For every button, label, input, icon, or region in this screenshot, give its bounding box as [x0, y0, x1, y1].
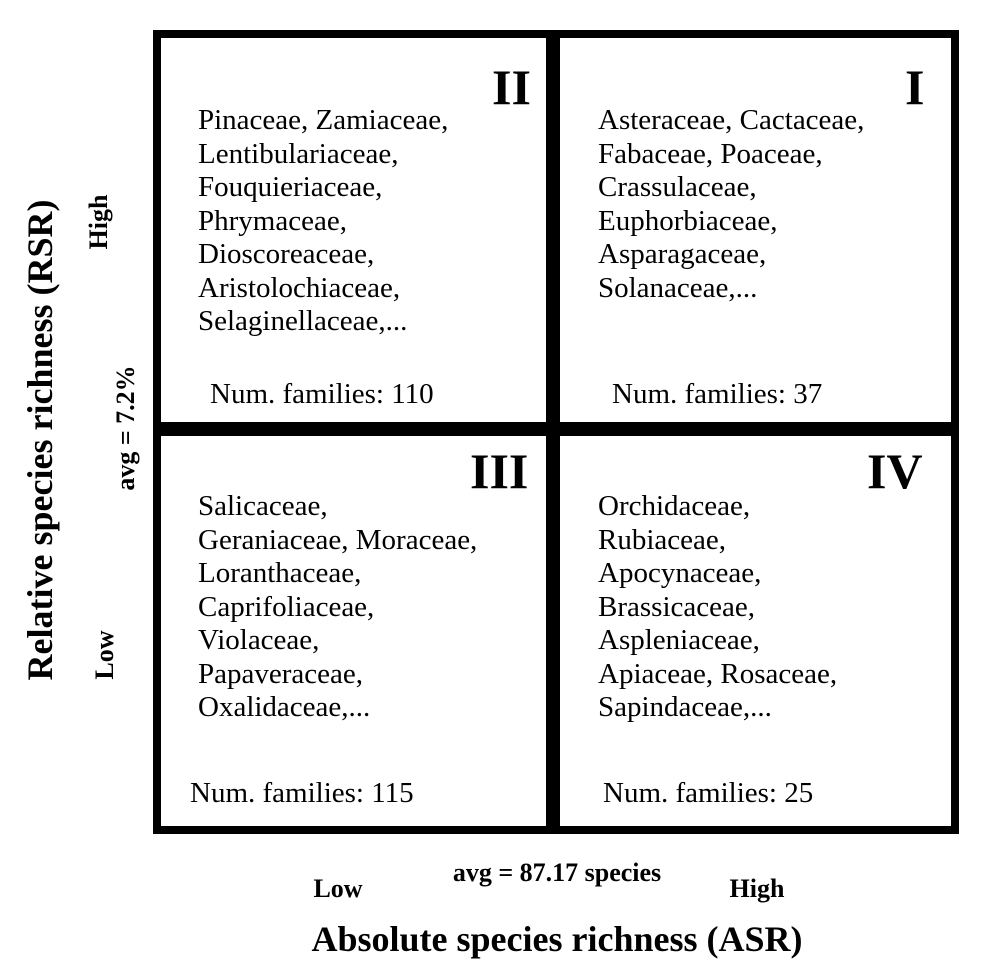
- family-item: Orchidaceae,: [598, 490, 751, 522]
- family-item: Crassulaceae,: [598, 171, 757, 203]
- family-item: Pinaceae, Zamiaceae,: [198, 104, 449, 136]
- y-axis-high-label: High: [84, 194, 113, 250]
- family-item: Apiaceae, Rosaceae,: [598, 657, 838, 690]
- family-item: Salicaceae,: [198, 490, 328, 522]
- family-item: Dioscoreaceae,: [198, 238, 375, 270]
- quadrant-numeral: I: [905, 59, 925, 115]
- family-count: Num. families: 25: [603, 777, 814, 809]
- family-item: Phrymaceae,: [198, 204, 347, 237]
- family-item: Oxalidaceae,...: [198, 691, 371, 723]
- y-axis-average: avg = 7.2%: [111, 365, 140, 491]
- family-item: Brassicaceae,: [598, 590, 755, 623]
- y-axis-label: Relative species richness (RSR): [20, 199, 60, 681]
- x-axis-average: avg = 87.17 species: [452, 858, 662, 887]
- family-item: Fouquieriaceae,: [198, 171, 383, 203]
- family-item: Papaveraceae,: [198, 657, 364, 690]
- family-item: Asteraceae, Cactaceae,: [598, 104, 865, 136]
- family-list: [198, 490, 477, 725]
- quadrant-numeral: IV: [867, 443, 923, 499]
- family-count: Num. families: 37: [612, 378, 823, 410]
- family-list: [598, 490, 837, 725]
- x-axis-high-label: High: [729, 874, 785, 903]
- family-item: Caprifoliaceae,: [198, 590, 375, 623]
- family-item: Loranthaceae,: [198, 557, 362, 589]
- family-item: Apocynaceae,: [598, 557, 762, 589]
- family-item: Aspleniaceae,: [598, 624, 760, 656]
- family-item: Rubiaceae,: [598, 523, 727, 556]
- family-item: Aristolochiaceae,: [198, 271, 401, 304]
- family-item: Lentibulariaceae,: [198, 137, 399, 170]
- family-item: Euphorbiaceae,: [598, 204, 778, 237]
- family-item: Violaceae,: [198, 624, 320, 656]
- family-list: [198, 104, 448, 339]
- family-item: Asparagaceae,: [598, 238, 767, 270]
- family-count: Num. families: 110: [210, 378, 434, 410]
- horizontal-divider: [153, 422, 959, 436]
- family-item: Solanaceae,...: [598, 271, 758, 304]
- quadrant-numeral: III: [470, 443, 529, 499]
- quadrant-numeral: II: [492, 59, 531, 115]
- x-axis-low-label: Low: [313, 874, 363, 903]
- y-axis-low-label: Low: [90, 630, 119, 680]
- family-item: Sapindaceae,...: [598, 691, 772, 723]
- family-item: Fabaceae, Poaceae,: [598, 137, 823, 170]
- family-item: Selaginellaceae,...: [198, 305, 408, 337]
- family-list: [598, 104, 864, 305]
- family-count: Num. families: 115: [190, 777, 414, 809]
- family-item: Geraniaceae, Moraceae,: [198, 523, 478, 556]
- x-axis-label: Absolute species richness (ASR): [311, 919, 803, 959]
